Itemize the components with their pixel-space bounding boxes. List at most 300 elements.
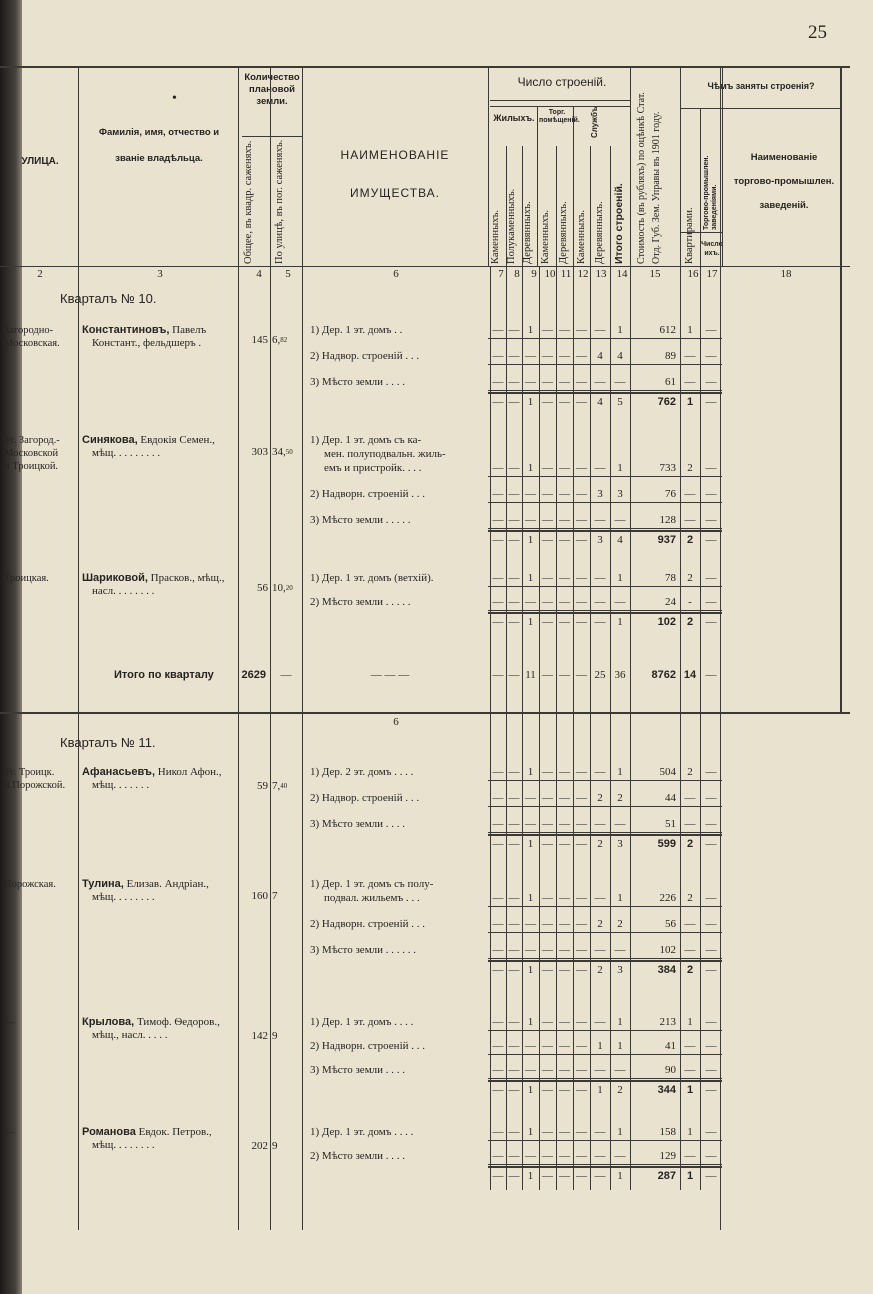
item-trade-count: — <box>705 1126 717 1138</box>
item-count-cell: — <box>594 892 606 904</box>
item-count-cell: — <box>576 818 587 830</box>
subtotal-count-cell: 1 <box>527 1170 534 1182</box>
item-count-cell: — <box>492 1150 504 1162</box>
summary-count-cell: — <box>559 669 570 681</box>
property-item: 3) Мѣсто земли . . . . . . <box>310 944 417 956</box>
summary-count-cell: 11 <box>525 669 536 681</box>
rule-line <box>488 530 722 532</box>
item-cost: 41 <box>665 1040 676 1052</box>
subtotal-count-cell: 1 <box>527 1084 534 1096</box>
item-count-cell: — <box>508 596 520 608</box>
subtotal-cost: 344 <box>657 1084 676 1096</box>
subtotal-count-cell: 2 <box>597 838 603 850</box>
item-count-cell: — <box>594 1016 606 1028</box>
rule-line <box>488 1078 722 1079</box>
property-item: 1) Дер. 1 эт. домъ . . . . <box>310 1126 414 1138</box>
subtotal-count-cell: — <box>559 838 570 850</box>
item-cost: 24 <box>665 596 676 608</box>
item-count-cell: 1 <box>617 462 623 474</box>
item-count-cell: — <box>542 376 553 388</box>
rule-line <box>488 832 722 833</box>
item-count-cell: 1 <box>597 1040 603 1052</box>
land-total: 59 <box>257 780 268 792</box>
street-name: и Порожской. <box>4 780 66 791</box>
subtotal-count-cell: — <box>542 838 553 850</box>
item-count-cell: — <box>492 488 504 500</box>
item-apartments: 1 <box>687 1126 693 1138</box>
subtotal-count-cell: — <box>576 838 587 850</box>
item-count-cell: — <box>559 376 570 388</box>
item-trade-count: — <box>705 1040 717 1052</box>
item-count-cell: 3 <box>597 488 603 500</box>
column-number: 9 <box>531 268 537 280</box>
item-count-cell: — <box>492 1016 504 1028</box>
rule-line <box>488 364 722 365</box>
subtotal-count-cell: — <box>492 1170 504 1182</box>
item-count-cell: 2 <box>617 792 623 804</box>
subtotal-count-cell: 3 <box>617 838 623 850</box>
item-count-cell: — <box>542 1040 553 1052</box>
subtotal-apartments: 1 <box>686 1170 694 1182</box>
subtotal-trade-count: — <box>705 396 717 408</box>
street-name: Уг. Загород.- <box>4 435 60 446</box>
land-total: 145 <box>251 334 268 346</box>
subtotal-count-cell: 4 <box>617 534 623 546</box>
item-count-cell: — <box>559 514 570 526</box>
subtotal-count-cell: 2 <box>617 1084 623 1096</box>
column-line <box>722 66 723 266</box>
header-living-wooden: Деревянныхъ. <box>522 201 533 264</box>
rule-line <box>488 476 722 477</box>
item-count-cell: — <box>576 1040 587 1052</box>
street-name: Троицкая. <box>4 573 49 584</box>
item-trade-count: — <box>705 324 717 336</box>
item-count-cell: — <box>492 462 504 474</box>
owner-name: Тулина, Елизав. Андріан., <box>82 878 209 890</box>
item-trade-count: — <box>705 818 717 830</box>
item-count-cell: — <box>492 596 504 608</box>
subtotal-count-cell: — <box>508 396 520 408</box>
rule-line <box>488 1030 722 1031</box>
header-living: Жилыхъ. <box>493 113 535 123</box>
item-cost: 504 <box>659 766 676 778</box>
item-count-cell: — <box>576 944 587 956</box>
item-count-cell: — <box>542 514 553 526</box>
item-apartments: 1 <box>687 1016 693 1028</box>
subtotal-count-cell: — <box>508 534 520 546</box>
item-apartments: — <box>684 1150 696 1162</box>
item-count-cell: — <box>576 324 587 336</box>
item-trade-count: — <box>705 892 717 904</box>
item-count-cell: — <box>508 792 520 804</box>
subtotal-count-cell: — <box>508 1084 520 1096</box>
item-count-cell: — <box>508 324 520 336</box>
item-cost: 129 <box>659 1150 676 1162</box>
land-street: 6,82 <box>272 334 288 346</box>
item-count-cell: 1 <box>617 892 623 904</box>
item-count-cell: — <box>508 944 520 956</box>
header-service-wooden: Деревянныхъ. <box>594 201 605 264</box>
property-item: 1) Дер. 1 эт. домъ съ полу- <box>310 878 434 890</box>
subtotal-count-cell: — <box>559 1084 570 1096</box>
rule-line <box>488 610 722 611</box>
column-line <box>238 266 239 1230</box>
item-trade-count: — <box>705 376 717 388</box>
item-cost: 213 <box>659 1016 676 1028</box>
street-name: Московская. <box>4 338 60 349</box>
item-cost: 128 <box>659 514 676 526</box>
street-name: Московской <box>4 448 59 459</box>
column-number: 16 <box>687 268 699 280</box>
property-item: 2) Надвор. строеній . . . <box>310 350 420 362</box>
item-count-cell: — <box>576 488 587 500</box>
item-count-cell: — <box>525 596 536 608</box>
item-count-cell: — <box>542 1150 553 1162</box>
item-count-cell: — <box>594 818 606 830</box>
header-trade-wooden: Деревянныхъ. <box>558 201 569 264</box>
column-line <box>270 66 271 266</box>
header-occupied-group: Чѣмъ заняты строенія? <box>707 81 815 91</box>
item-count-cell: 1 <box>527 1016 534 1028</box>
owner-name: Романова Евдок. Петров., <box>82 1126 212 1138</box>
land-street: 10,20 <box>272 582 293 594</box>
item-trade-count: — <box>705 1064 717 1076</box>
property-item: 1) Дер. 1 эт. домъ . . . . <box>310 1016 414 1028</box>
land-street: 9 <box>272 1030 278 1042</box>
item-cost: 158 <box>659 1126 676 1138</box>
rule-line <box>488 612 722 614</box>
item-count-cell: — <box>559 792 570 804</box>
item-count-cell: 1 <box>617 572 623 584</box>
column-line <box>522 146 523 266</box>
subtotal-count-cell: — <box>576 1170 587 1182</box>
subtotal-trade-count: — <box>705 1170 717 1182</box>
property-item: 2) Мѣсто земли . . . . <box>310 1150 406 1162</box>
item-count-cell: — <box>614 376 626 388</box>
subtotal-count-cell: — <box>508 838 520 850</box>
header-dot: • <box>172 91 177 106</box>
item-apartments: — <box>684 488 696 500</box>
property-item: 3) Мѣсто земли . . . . <box>310 376 406 388</box>
subtotal-cost: 762 <box>657 396 676 408</box>
header-trade-stone: Каменныхъ. <box>540 209 551 264</box>
item-count-cell: — <box>525 818 536 830</box>
rule-line <box>488 834 722 836</box>
item-count-cell: 4 <box>597 350 603 362</box>
header-cost: Стоимость (въ рубляхъ) по оцѣнкѣ Стат. Отд. Губ. Зем. Управы въ 1901 году. <box>636 92 662 264</box>
property-item: 2) Надворн. строеній . . . <box>310 918 426 930</box>
column-number: 4 <box>256 268 262 280</box>
item-apartments: 1 <box>687 324 693 336</box>
item-count-cell: — <box>492 892 504 904</box>
land-total: 202 <box>251 1140 268 1152</box>
column-number: 8 <box>514 268 520 280</box>
item-trade-count: — <box>705 350 717 362</box>
property-item: 3) Мѣсто земли . . . . <box>310 818 406 830</box>
subtotal-trade-count: — <box>705 1084 717 1096</box>
column-number: 2 <box>37 268 43 280</box>
item-count-cell: — <box>559 1016 570 1028</box>
item-count-cell: 1 <box>527 462 534 474</box>
item-trade-count: — <box>705 1150 717 1162</box>
land-street: 7,40 <box>272 780 288 792</box>
column-number: 6 <box>393 716 399 728</box>
land-total: 303 <box>251 446 268 458</box>
subtotal-count-cell: — <box>542 396 553 408</box>
item-count-cell: — <box>594 1126 606 1138</box>
item-apartments: — <box>684 918 696 930</box>
property-item: подвал. жильемъ . . . <box>324 892 420 904</box>
item-count-cell: — <box>542 818 553 830</box>
land-total: 142 <box>251 1030 268 1042</box>
item-apartments: — <box>684 1040 696 1052</box>
item-count-cell: — <box>492 572 504 584</box>
rule-line <box>0 266 850 267</box>
item-count-cell: — <box>594 514 606 526</box>
column-number: 17 <box>706 268 718 280</box>
property-item: 1) Дер. 1 эт. домъ съ ка- <box>310 434 422 446</box>
subtotal-apartments: 2 <box>686 964 694 976</box>
subtotal-count-cell: — <box>559 964 570 976</box>
header-trade-establishments: Торгово-промышлен. заведеніями. <box>703 155 718 230</box>
item-count-cell: — <box>576 376 587 388</box>
subtotal-count-cell: — <box>492 1084 504 1096</box>
property-item: 1) Дер. 1 эт. домъ . . <box>310 324 403 336</box>
item-count-cell: — <box>525 1150 536 1162</box>
column-number: 7 <box>498 268 504 280</box>
subtotal-apartments: 2 <box>686 534 694 546</box>
subtotal-count-cell: — <box>576 396 587 408</box>
item-count-cell: — <box>542 462 553 474</box>
property-item: 2) Надвор. строеній . . . <box>310 792 420 804</box>
land-total: 160 <box>251 890 268 902</box>
subtotal-count-cell: — <box>576 1084 587 1096</box>
owner-title: Констант., фельдшеръ . <box>92 337 202 349</box>
item-trade-count: — <box>705 596 717 608</box>
rule-line <box>488 390 722 391</box>
subtotal-count-cell: 1 <box>617 616 623 628</box>
item-count-cell: 1 <box>527 892 534 904</box>
header-trade-name: Наименованіе торгово-промышлен. заведеній. <box>733 152 835 211</box>
item-count-cell: 1 <box>617 324 623 336</box>
item-count-cell: — <box>559 1150 570 1162</box>
item-count-cell: — <box>542 918 553 930</box>
header-buildings-group: Число строеній. <box>517 75 607 89</box>
item-count-cell: — <box>492 324 504 336</box>
item-count-cell: — <box>576 572 587 584</box>
item-count-cell: — <box>594 572 606 584</box>
item-count-cell: — <box>559 488 570 500</box>
subtotal-count-cell: 3 <box>597 534 603 546</box>
land-street: 7 <box>272 890 278 902</box>
street-name: — <box>4 1017 15 1028</box>
header-living-stone: Каменныхъ. <box>490 209 501 264</box>
owner-title: мѣщ. . . . . . . . <box>92 1139 155 1151</box>
item-count-cell: — <box>559 766 570 778</box>
subtotal-cost: 384 <box>657 964 676 976</box>
subtotal-count-cell: 4 <box>597 396 603 408</box>
street-name: — <box>4 1127 15 1138</box>
item-count-cell: — <box>576 514 587 526</box>
item-count-cell: 3 <box>617 488 623 500</box>
rule-line <box>488 392 722 394</box>
item-count-cell: — <box>542 944 553 956</box>
item-count-cell: — <box>492 1126 504 1138</box>
item-count-cell: 2 <box>597 918 603 930</box>
item-count-cell: — <box>559 944 570 956</box>
summary-trade-count: — <box>705 669 717 681</box>
item-count-cell: — <box>576 350 587 362</box>
property-item: 3) Мѣсто земли . . . . . <box>310 514 411 526</box>
item-count-cell: — <box>559 1040 570 1052</box>
item-apartments: 2 <box>687 892 693 904</box>
item-count-cell: 1 <box>527 1126 534 1138</box>
column-line <box>488 66 489 266</box>
street-name: Загородно- <box>4 325 54 336</box>
item-count-cell: — <box>614 596 626 608</box>
subtotal-count-cell: 1 <box>597 1084 603 1096</box>
subtotal-count-cell: — <box>508 616 520 628</box>
column-number: 13 <box>595 268 607 280</box>
item-count-cell: — <box>542 488 553 500</box>
item-count-cell: 1 <box>527 572 534 584</box>
subtotal-count-cell: — <box>542 964 553 976</box>
property-item: 1) Дер. 1 эт. домъ (ветхій). <box>310 572 434 584</box>
rule-line <box>680 232 722 233</box>
subtotal-count-cell: 1 <box>527 964 534 976</box>
item-count-cell: — <box>508 572 520 584</box>
item-count-cell: — <box>508 918 520 930</box>
property-item: емъ и пристройк. . . . <box>324 462 422 474</box>
property-item: 1) Дер. 2 эт. домъ . . . . <box>310 766 414 778</box>
subtotal-count-cell: 1 <box>527 616 534 628</box>
subtotal-trade-count: — <box>705 964 717 976</box>
property-item: мен. полуподвальн. жиль- <box>324 448 446 460</box>
item-count-cell: — <box>559 1064 570 1076</box>
subtotal-count-cell: — <box>542 1084 553 1096</box>
item-count-cell: — <box>559 1126 570 1138</box>
column-line <box>700 108 701 266</box>
item-count-cell: — <box>576 1126 587 1138</box>
column-line <box>610 146 611 266</box>
item-apartments: — <box>684 792 696 804</box>
item-apartments: - <box>688 596 692 608</box>
subtotal-count-cell: — <box>542 1170 553 1182</box>
column-number: 6 <box>393 268 399 280</box>
item-count-cell: — <box>525 514 536 526</box>
rule-line <box>490 106 630 107</box>
header-total-buildings: Итого строеній. <box>613 183 625 264</box>
header-land-street: По улицѣ, въ пог. саженяхъ. <box>274 139 285 264</box>
street-name: Порожская. <box>4 879 56 890</box>
column-number: 5 <box>285 268 291 280</box>
summary-cost: 8762 <box>651 669 676 681</box>
item-count-cell: — <box>508 514 520 526</box>
item-count-cell: — <box>508 818 520 830</box>
rule-line <box>488 1140 722 1141</box>
owner-name: Афанасьевъ, Никол Афон., <box>82 766 222 778</box>
subtotal-count-cell: — <box>508 964 520 976</box>
column-line <box>302 66 303 266</box>
owner-title: мѣщ. . . . . . . . <box>92 891 155 903</box>
header-owner: Фамилія, имя, отчество и званіе владѣльца. <box>98 127 220 164</box>
item-cost: 78 <box>665 572 676 584</box>
summary-land-street: — <box>280 669 292 681</box>
item-count-cell: — <box>614 1150 626 1162</box>
header-land-group: Количество плановой земли. <box>244 72 300 107</box>
item-cost: 61 <box>665 376 676 388</box>
item-cost: 226 <box>659 892 676 904</box>
item-count-cell: — <box>542 1126 553 1138</box>
rule-line <box>488 806 722 807</box>
item-count-cell: — <box>492 514 504 526</box>
item-count-cell: — <box>542 596 553 608</box>
header-street: УЛИЦА. <box>21 156 59 167</box>
item-count-cell: — <box>525 792 536 804</box>
item-trade-count: — <box>705 488 717 500</box>
item-count-cell: — <box>492 766 504 778</box>
rule-line <box>488 338 722 339</box>
owner-name: Синякова, Евдокія Семен., <box>82 434 215 446</box>
subtotal-count-cell: — <box>559 396 570 408</box>
item-cost: 56 <box>665 918 676 930</box>
land-total: 56 <box>257 582 268 594</box>
item-count-cell: — <box>594 462 606 474</box>
item-count-cell: — <box>542 324 553 336</box>
item-count-cell: — <box>508 892 520 904</box>
column-line <box>573 106 574 266</box>
subtotal-count-cell: — <box>492 964 504 976</box>
subtotal-apartments: 2 <box>686 838 694 850</box>
item-cost: 44 <box>665 792 676 804</box>
item-count-cell: — <box>508 488 520 500</box>
item-count-cell: — <box>576 892 587 904</box>
rule-line <box>488 502 722 503</box>
subtotal-trade-count: — <box>705 534 717 546</box>
item-count-cell: — <box>492 350 504 362</box>
summary-count-cell: — <box>576 669 587 681</box>
rule-line <box>488 1054 722 1055</box>
rule-line <box>488 1166 722 1168</box>
item-count-cell: — <box>542 350 553 362</box>
item-count-cell: 2 <box>617 918 623 930</box>
subtotal-count-cell: — <box>594 1170 606 1182</box>
subtotal-cost: 599 <box>657 838 676 850</box>
item-count-cell: — <box>594 376 606 388</box>
owner-name: Константиновъ, Павелъ <box>82 324 207 336</box>
item-count-cell: — <box>594 1150 606 1162</box>
item-count-cell: — <box>559 596 570 608</box>
item-count-cell: — <box>508 1040 520 1052</box>
item-apartments: — <box>684 376 696 388</box>
subtotal-count-cell: 1 <box>617 1170 623 1182</box>
land-street: 9 <box>272 1140 278 1152</box>
item-count-cell: — <box>508 350 520 362</box>
item-count-cell: — <box>576 792 587 804</box>
item-count-cell: — <box>576 1064 587 1076</box>
item-count-cell: 1 <box>617 766 623 778</box>
item-count-cell: — <box>492 376 504 388</box>
summary-count-cell: 25 <box>594 669 606 681</box>
owner-title: мѣщ. . . . . . . <box>92 779 150 791</box>
subtotal-apartments: 2 <box>686 616 694 628</box>
item-count-cell: — <box>614 818 626 830</box>
column-line <box>537 106 538 266</box>
item-cost: 51 <box>665 818 676 830</box>
header-trade: Торг. помѣщеній. <box>539 109 580 124</box>
item-count-cell: — <box>594 1064 606 1076</box>
item-count-cell: — <box>542 766 553 778</box>
